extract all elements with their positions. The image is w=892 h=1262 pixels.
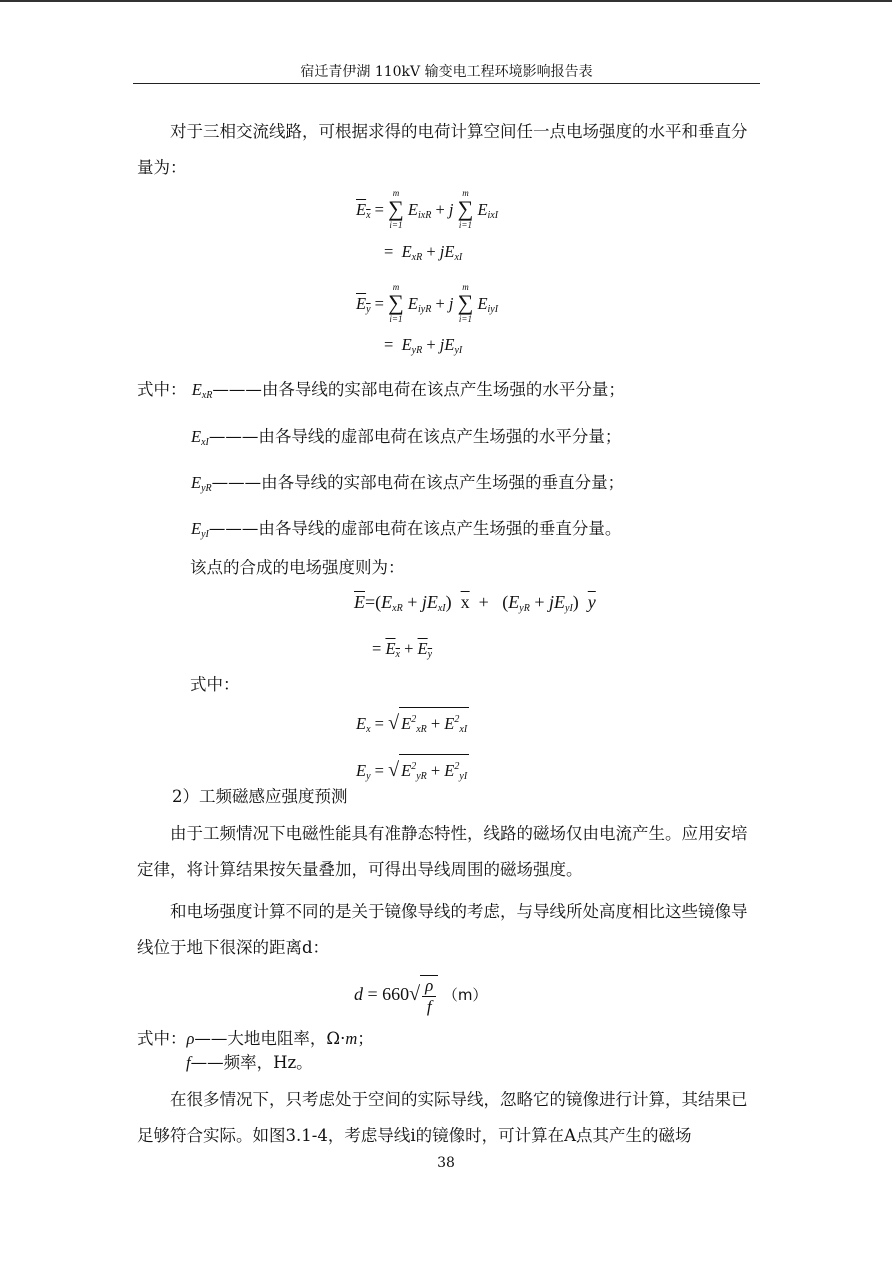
where-label: 式中： [190, 675, 240, 694]
paragraph-magnetic: 由于工频情况下电磁性能具有准静态特性，线路的磁场仅由电流产生。应用安培定律，将计算结果按矢量叠加，可得出导线周围的磁场强度。 [137, 824, 748, 879]
page-header: 宿迁青伊湖 110kV 输变电工程环境影响报告表 [133, 62, 760, 84]
definition-eyi: $E_{yI}———$由各导线的虚部电荷在该点产生场强的垂直分量。 [191, 519, 622, 540]
equation-depth: d = 660√ $\frac{\rho}{f}$ （m） [354, 975, 488, 1016]
paragraph-mirror: 和电场强度计算不同的是关于镜像导线的考虑，与导线所处高度相比这些镜像导线位于地下很深的距离d： [137, 902, 748, 957]
equation-ex-magnitude: $E_x$ = √ $E^2_{xR} + E^2_{xI}$ [356, 707, 469, 742]
top-border [0, 0, 892, 2]
equation-ex-simplified: = $E_{xR} + jE_{xI}$ [384, 242, 463, 263]
combined-intro: 该点的合成的电场强度则为： [190, 558, 405, 577]
equation-combined: $\overline{E}=(E_{xR} + jE_{xI}) \overline{x}$ + $(E_{yR} + jE_{yI})$ $\overline{y}$ [354, 592, 596, 614]
definition-exr: 式中： $E_{xR}———$由各导线的实部电荷在该点产生场强的水平分量； [137, 380, 625, 401]
page-number: 38 [437, 1155, 455, 1171]
definition-f: f——频率，Hz。 [186, 1053, 313, 1072]
equation-ex-sum: $E_x$ = m ∑ i=1 $E_{ixR} + j$ m ∑ i=1 $E_{ixI}$ [356, 188, 499, 230]
definition-rho: 式中：ρ——大地电阻率，Ω·m； [137, 1029, 374, 1048]
definition-eyr: $E_{yR}———$由各导线的实部电荷在该点产生场强的垂直分量； [191, 473, 625, 494]
definition-exi: $E_{xI}———$由各导线的虚部电荷在该点产生场强的水平分量； [191, 427, 622, 448]
intro-paragraph: 对于三相交流线路，可根据求得的电荷计算空间任一点电场强度的水平和垂直分量为： [137, 122, 748, 177]
sum-symbol: m ∑ i=1 [388, 188, 404, 230]
equation-ey-sum: $E_y$ = m ∑ i=1 $E_{iyR} + j$ m ∑ i=1 $E_{iyI}$ [356, 282, 499, 324]
equation-ey-simplified: = $E_{yR} + jE_{yI}$ [384, 335, 463, 356]
section-heading: 2）工频磁感应强度预测 [172, 787, 348, 806]
equation-ey-magnitude: $E_y$ = √ $E^2_{yR} + E^2_{yI}$ [356, 754, 469, 789]
equation-combined-sum: = $E_x + E_y$ [372, 639, 433, 660]
paragraph-actual: 在很多情况下，只考虑处于空间的实际导线，忽略它的镜像进行计算，其结果已足够符合实际。如图3.1-4，考虑导线i的镜像时，可计算在A点其产生的磁场 [137, 1090, 748, 1145]
